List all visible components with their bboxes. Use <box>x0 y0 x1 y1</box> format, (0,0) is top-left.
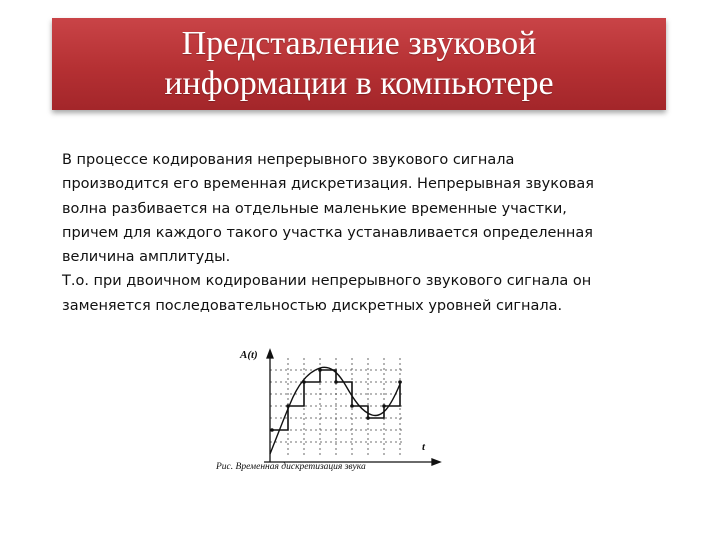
paragraph-2-line: заменяется последовательностью дискретных уровней сигнала. <box>62 297 563 314</box>
y-axis-arrow <box>267 350 273 358</box>
paragraph-2-line: Т.о. при двоичном кодировании непрерывного звукового сигнала он <box>62 273 592 290</box>
paragraph-1-line: волна разбивается на отдельные маленькие временные участки, <box>62 200 567 217</box>
y-axis-label: A(t) <box>240 349 258 361</box>
sampling-figure <box>204 338 444 482</box>
paragraph-1-line: производится его временная дискретизация. Непрерывная звуковая <box>62 176 594 193</box>
paragraph-1-line: В процессе кодирования непрерывного звукового сигнала <box>62 152 515 168</box>
paragraph-1-line: причем для каждого такого участка устанавливается определенная <box>62 224 594 241</box>
x-axis-label: t <box>422 441 426 453</box>
slide-title-line-2: информации в компьютере <box>164 65 554 102</box>
body-text <box>62 148 662 318</box>
title-banner <box>52 18 666 110</box>
figure-caption: Рис. Временная дискретизация звука <box>216 462 366 472</box>
slide-title-line-1: Представление звуковой <box>181 25 537 62</box>
x-axis-arrow <box>432 459 440 465</box>
continuous-wave <box>270 367 400 454</box>
paragraph-1-line: величина амплитуды. <box>62 249 231 266</box>
